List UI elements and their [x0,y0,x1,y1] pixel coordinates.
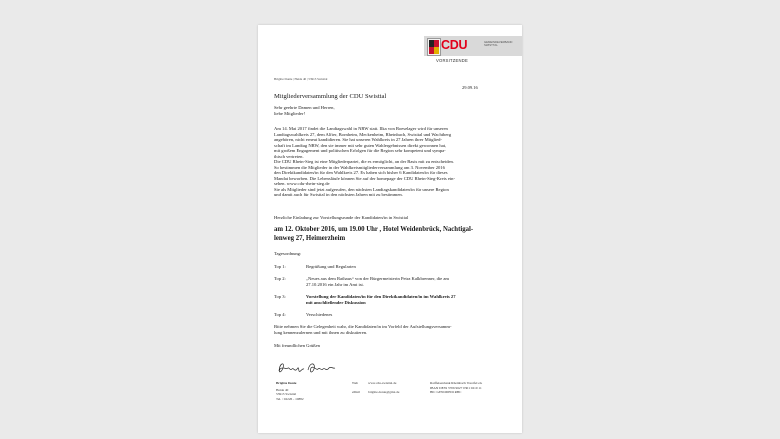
agenda-item-2: „Neues aus dem Rathaus“ von der Bürgermeisterin Petra Kalkbrenner, die am 27.10.2016 ein Jahr im Amt ist. [306,276,449,287]
coat-of-arms-icon [427,38,441,56]
handwritten-signature [276,359,338,377]
cdu-logo-text: CDU [441,38,468,52]
agenda-num-2: Top 2: [274,276,286,281]
agenda-label: Tagesordnung: [274,251,302,256]
website-link[interactable]: www.cdu-swisttal.de [368,381,397,385]
email-link[interactable]: brigitte.donie@gmx.de [368,390,400,395]
cdu-logo-box [424,36,522,56]
footer-bank: Raiffeisenbank Rheinbach Voreifel eG IBAN DE39 3706 9627 0301 0210 11 BIC GENODED1RBC [430,381,483,395]
footer-contact [368,381,399,395]
footer-contact-labels: Web eMail [352,381,360,395]
agenda-item-1: Begrüßung und Regularien [306,264,356,269]
salutation: Sehr geehrte Damen und Herren, liebe Mitglieder! [274,105,335,116]
letter-page [258,25,522,433]
sender-line: Brigitte Donie | Heide 40 | 53913 Swisttal [274,77,328,81]
agenda-item-4: Verschiedenes [306,312,333,317]
agenda-item-3: Vorstellung der Kandidaten/in für den Direktkandidaten/in im Wahlkreis 27 mit anschließender Diskussion [306,294,456,305]
logo-tagline: GEMEINDEVERBAND SWISTTAL [484,40,513,48]
agenda-num-4: Top 4: [274,312,286,317]
letter-title: Mitgliederversammlung der CDU Swisttal [274,93,387,100]
body-paragraph: Am 14. Mai 2017 findet die Landtagswahl in NRW statt. Ilka von Boeselager wird für unseren Landtagswahlkreis 27, dem Alfter, Bornheim, Meckenheim, Rheinbach, Swisttal und Wachtberg angehören, nicht erneut kandidieren. Sie hat unseren Wahlkreis in 27 Jahren ihrer Mitglied- schaft im Landtag NRW, den sie immer mit sehr guten Wahlergebnissen direkt gewonnen hat, mit großem Engagement und politischen Erfolgen für die Region sehr kompetent und sympa- thisch vertreten. Die CDU Rhein-Sieg ist eine Mitgliederpartei, die es ermöglicht, an der Basis mit zu entscheiden. So bestimmen die Mitglieder in der Wahlkreismitgliederversammlung am 3. November 2016 den Direktkandidaten/in für den Wahlkreis 27. Es haben sich bisher 6 Kandidaten/in für dieses Mandat beworben. Die Lebensläufe können Sie auf der homepage der CDU Rhein-Sieg-Kreis ein- sehen. www.cdu-rhein-sieg.de Sie als Mitglieder sind jetzt aufgerufen, den nächsten Landtagskandidaten/in für unsere Region und damit auch für Swisttal in den nächsten Jahren mit zu bestimmen. [274,126,456,197]
agenda-num-3: Top 3: [274,294,286,299]
invitation-line: Herzliche Einladung zur Vorstellungsrunde der Kandidaten/in in Swisttal [274,215,409,220]
closing-paragraph: Bitte nehmen Sie die Gelegenheit wahr, die Kandidaten/in im Vorfeld der Aufstellungsversamm- lung kennenzulernen und mit ihnen zu diskutieren. [274,324,452,335]
letter-date: 29.09.16 [462,85,478,90]
role-label: VORSITZENDE [436,58,468,63]
greeting: Mit freundlichen Grüßen [274,343,320,348]
agenda-num-1: Top 1: [274,264,286,269]
event-details: am 12. Oktober 2016, um 19.00 Uhr , Hotel Weidenbrück, Nachtigal- lenweg 27, Heimerzheim [274,226,474,242]
footer-address: Brigitte Donie Heide 40 53913 Swisttal Tel. : 02226 - 10882 [276,381,304,401]
